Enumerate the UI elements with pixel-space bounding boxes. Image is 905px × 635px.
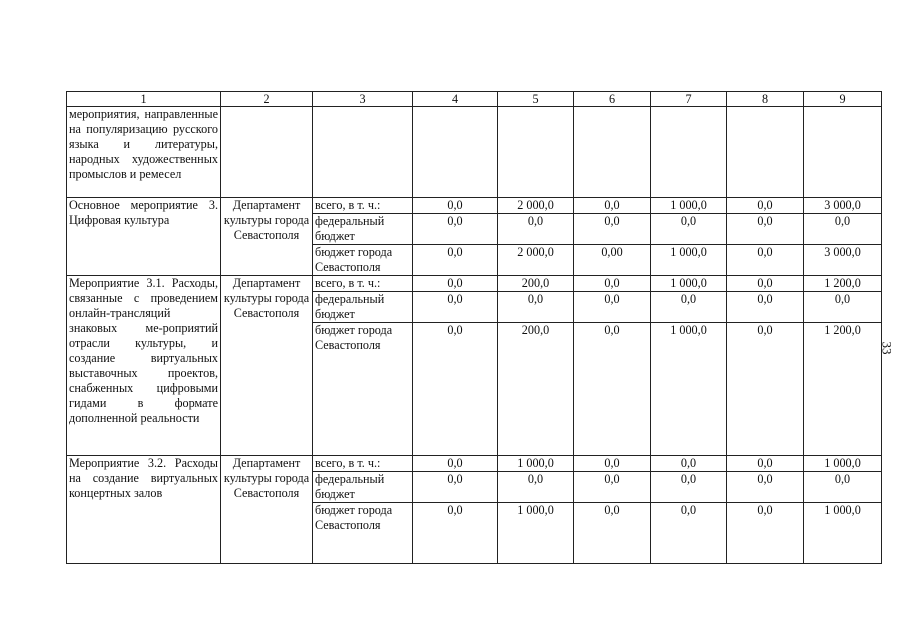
amount-cell: 0,0 bbox=[651, 472, 727, 503]
amount-cell: 0,0 bbox=[727, 472, 804, 503]
amount-cell: 0,0 bbox=[727, 292, 804, 323]
amount-cell: 0,0 bbox=[574, 292, 651, 323]
amount-cell: 0,0 bbox=[413, 472, 498, 503]
amount-cell: 1 200,0 bbox=[804, 276, 882, 292]
amount-cell: 0,0 bbox=[574, 456, 651, 472]
funding-source: всего, в т. ч.: bbox=[313, 198, 413, 214]
amount-cell: 1 200,0 bbox=[804, 323, 882, 456]
column-number: 7 bbox=[651, 92, 727, 107]
amount-cell: 0,0 bbox=[804, 214, 882, 245]
budget-row bbox=[67, 276, 882, 292]
amount-cell: 1 000,0 bbox=[804, 503, 882, 564]
amount-cell: 0,0 bbox=[574, 214, 651, 245]
budget-row bbox=[67, 456, 882, 472]
amount-cell: 0,0 bbox=[727, 214, 804, 245]
amount-cell: 0,0 bbox=[804, 472, 882, 503]
column-number: 4 bbox=[413, 92, 498, 107]
continued-row bbox=[67, 107, 882, 198]
amount-cell: 0,0 bbox=[413, 276, 498, 292]
amount-cell: 2 000,0 bbox=[498, 245, 574, 276]
amount-cell: 0,0 bbox=[413, 214, 498, 245]
amount-cell: 1 000,0 bbox=[498, 503, 574, 564]
funding-source: федеральный бюджет bbox=[313, 214, 413, 245]
continued-description: мероприятия, направленные на популяризацию русского языка и литературы, народных художественных промыслов и ремесел bbox=[67, 107, 221, 198]
amount-cell: 3 000,0 bbox=[804, 245, 882, 276]
column-number-row bbox=[67, 92, 882, 107]
empty-cell bbox=[727, 107, 804, 198]
amount-cell: 0,0 bbox=[727, 245, 804, 276]
amount-cell: 0,0 bbox=[498, 292, 574, 323]
page-number: 33 bbox=[879, 341, 895, 355]
amount-cell: 0,0 bbox=[574, 323, 651, 456]
responsible-department: Департамент культуры города Севастополя bbox=[221, 198, 313, 276]
amount-cell: 0,0 bbox=[727, 198, 804, 214]
amount-cell: 0,0 bbox=[413, 456, 498, 472]
activity-description: Мероприятие 3.1. Расходы, связанные с проведением онлайн-трансляций знаковых ме-роприятий отрасли культуры, и создание виртуальных выставочных проектов, снабженных цифровыми гидами в формате дополненной реальности bbox=[67, 276, 221, 456]
amount-cell: 1 000,0 bbox=[804, 456, 882, 472]
amount-cell: 0,0 bbox=[574, 472, 651, 503]
responsible-department: Департамент культуры города Севастополя bbox=[221, 456, 313, 564]
amount-cell: 0,0 bbox=[727, 323, 804, 456]
column-number: 3 bbox=[313, 92, 413, 107]
responsible-department: Департамент культуры города Севастополя bbox=[221, 276, 313, 456]
amount-cell: 0,0 bbox=[413, 323, 498, 456]
amount-cell: 0,0 bbox=[574, 198, 651, 214]
funding-source: бюджет города Севастополя bbox=[313, 503, 413, 564]
amount-cell: 200,0 bbox=[498, 323, 574, 456]
amount-cell: 200,0 bbox=[498, 276, 574, 292]
amount-cell: 2 000,0 bbox=[498, 198, 574, 214]
column-number: 1 bbox=[67, 92, 221, 107]
amount-cell: 1 000,0 bbox=[651, 245, 727, 276]
funding-source: бюджет города Севастополя bbox=[313, 323, 413, 456]
funding-source: всего, в т. ч.: bbox=[313, 276, 413, 292]
amount-cell: 0,0 bbox=[413, 503, 498, 564]
amount-cell: 0,0 bbox=[498, 472, 574, 503]
activity-description: Мероприятие 3.2. Расходы на создание виртуальных концертных залов bbox=[67, 456, 221, 564]
column-number: 6 bbox=[574, 92, 651, 107]
amount-cell: 1 000,0 bbox=[498, 456, 574, 472]
empty-cell bbox=[651, 107, 727, 198]
column-number: 2 bbox=[221, 92, 313, 107]
amount-cell: 0,0 bbox=[651, 214, 727, 245]
amount-cell: 1 000,0 bbox=[651, 276, 727, 292]
amount-cell: 0,0 bbox=[727, 276, 804, 292]
budget-row bbox=[67, 198, 882, 214]
amount-cell: 0,0 bbox=[651, 503, 727, 564]
amount-cell: 3 000,0 bbox=[804, 198, 882, 214]
amount-cell: 0,0 bbox=[727, 503, 804, 564]
empty-cell bbox=[313, 107, 413, 198]
amount-cell: 0,0 bbox=[651, 456, 727, 472]
column-number: 9 bbox=[804, 92, 882, 107]
funding-source: федеральный бюджет bbox=[313, 472, 413, 503]
amount-cell: 0,00 bbox=[574, 245, 651, 276]
column-number: 8 bbox=[727, 92, 804, 107]
empty-cell bbox=[804, 107, 882, 198]
empty-cell bbox=[413, 107, 498, 198]
amount-cell: 0,0 bbox=[498, 214, 574, 245]
amount-cell: 0,0 bbox=[574, 503, 651, 564]
amount-cell: 0,0 bbox=[651, 292, 727, 323]
amount-cell: 1 000,0 bbox=[651, 323, 727, 456]
amount-cell: 0,0 bbox=[413, 245, 498, 276]
activity-description: Основное мероприятие 3. Цифровая культура bbox=[67, 198, 221, 276]
empty-cell bbox=[498, 107, 574, 198]
amount-cell: 0,0 bbox=[804, 292, 882, 323]
funding-source: всего, в т. ч.: bbox=[313, 456, 413, 472]
amount-cell: 0,0 bbox=[413, 292, 498, 323]
funding-source: бюджет города Севастополя bbox=[313, 245, 413, 276]
amount-cell: 0,0 bbox=[574, 276, 651, 292]
funding-source: федеральный бюджет bbox=[313, 292, 413, 323]
amount-cell: 1 000,0 bbox=[651, 198, 727, 214]
column-number: 5 bbox=[498, 92, 574, 107]
empty-cell bbox=[574, 107, 651, 198]
amount-cell: 0,0 bbox=[413, 198, 498, 214]
budget-table bbox=[66, 91, 882, 564]
amount-cell: 0,0 bbox=[727, 456, 804, 472]
empty-cell bbox=[221, 107, 313, 198]
